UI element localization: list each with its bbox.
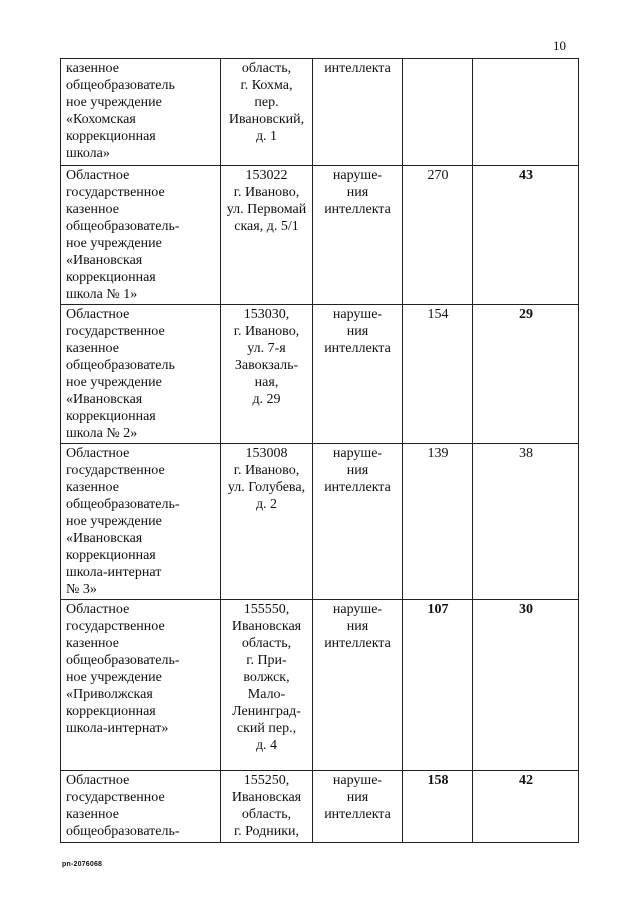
address-cell: 155250, Ивановская область, г. Родники,	[221, 771, 313, 843]
table-row	[61, 59, 579, 166]
address-cell: 153030, г. Иваново, ул. 7-я Завокзаль- ная, д. 29	[221, 305, 313, 444]
institution-name-cell: Областное государственное казенное общеобразователь- ное учреждение «Приволжская коррекционная школа-интернат»	[61, 600, 221, 771]
table-row	[61, 305, 579, 444]
institution-name-cell: Областное государственное казенное общеобразователь-	[61, 771, 221, 843]
institution-name-cell: Областное государственное казенное общеобразователь- ное учреждение «Ивановская коррекционная школа № 1»	[61, 166, 221, 305]
disorder-cell: интеллекта	[313, 59, 403, 166]
capacity-cell: 107	[403, 600, 473, 771]
table-row	[61, 771, 579, 843]
disorder-cell: наруше- ния интеллекта	[313, 444, 403, 600]
disorder-cell: наруше- ния интеллекта	[313, 305, 403, 444]
capacity-cell: 270	[403, 166, 473, 305]
disorder-cell: наруше- ния интеллекта	[313, 166, 403, 305]
address-cell: область, г. Кохма, пер. Ивановский, д. 1	[221, 59, 313, 166]
table-row	[61, 444, 579, 600]
enrolled-cell: 42	[473, 771, 579, 843]
address-cell: 155550, Ивановская область, г. При- волжск, Мало- Ленинград- ский пер., д. 4	[221, 600, 313, 771]
enrolled-cell	[473, 59, 579, 166]
table-row	[61, 166, 579, 305]
capacity-cell	[403, 59, 473, 166]
enrolled-cell: 38	[473, 444, 579, 600]
capacity-cell: 139	[403, 444, 473, 600]
enrolled-cell: 29	[473, 305, 579, 444]
institution-name-cell: Областное государственное казенное общеобразователь ное учреждение «Ивановская коррекционная школа № 2»	[61, 305, 221, 444]
document-code: pn-2076068	[62, 861, 103, 868]
institution-name-cell: Областное государственное казенное общеобразователь- ное учреждение «Ивановская коррекционная школа-интернат № 3»	[61, 444, 221, 600]
address-cell: 153022 г. Иваново, ул. Первомай ская, д. 5/1	[221, 166, 313, 305]
disorder-cell: наруше- ния интеллекта	[313, 771, 403, 843]
page-number: 10	[553, 38, 566, 53]
institutions-table	[60, 58, 579, 843]
institution-name-cell: казенное общеобразователь ное учреждение «Кохомская коррекционная школа»	[61, 59, 221, 166]
disorder-cell: наруше- ния интеллекта	[313, 600, 403, 771]
address-cell: 153008 г. Иваново, ул. Голубева, д. 2	[221, 444, 313, 600]
table-row	[61, 600, 579, 771]
capacity-cell: 158	[403, 771, 473, 843]
enrolled-cell: 30	[473, 600, 579, 771]
capacity-cell: 154	[403, 305, 473, 444]
enrolled-cell: 43	[473, 166, 579, 305]
